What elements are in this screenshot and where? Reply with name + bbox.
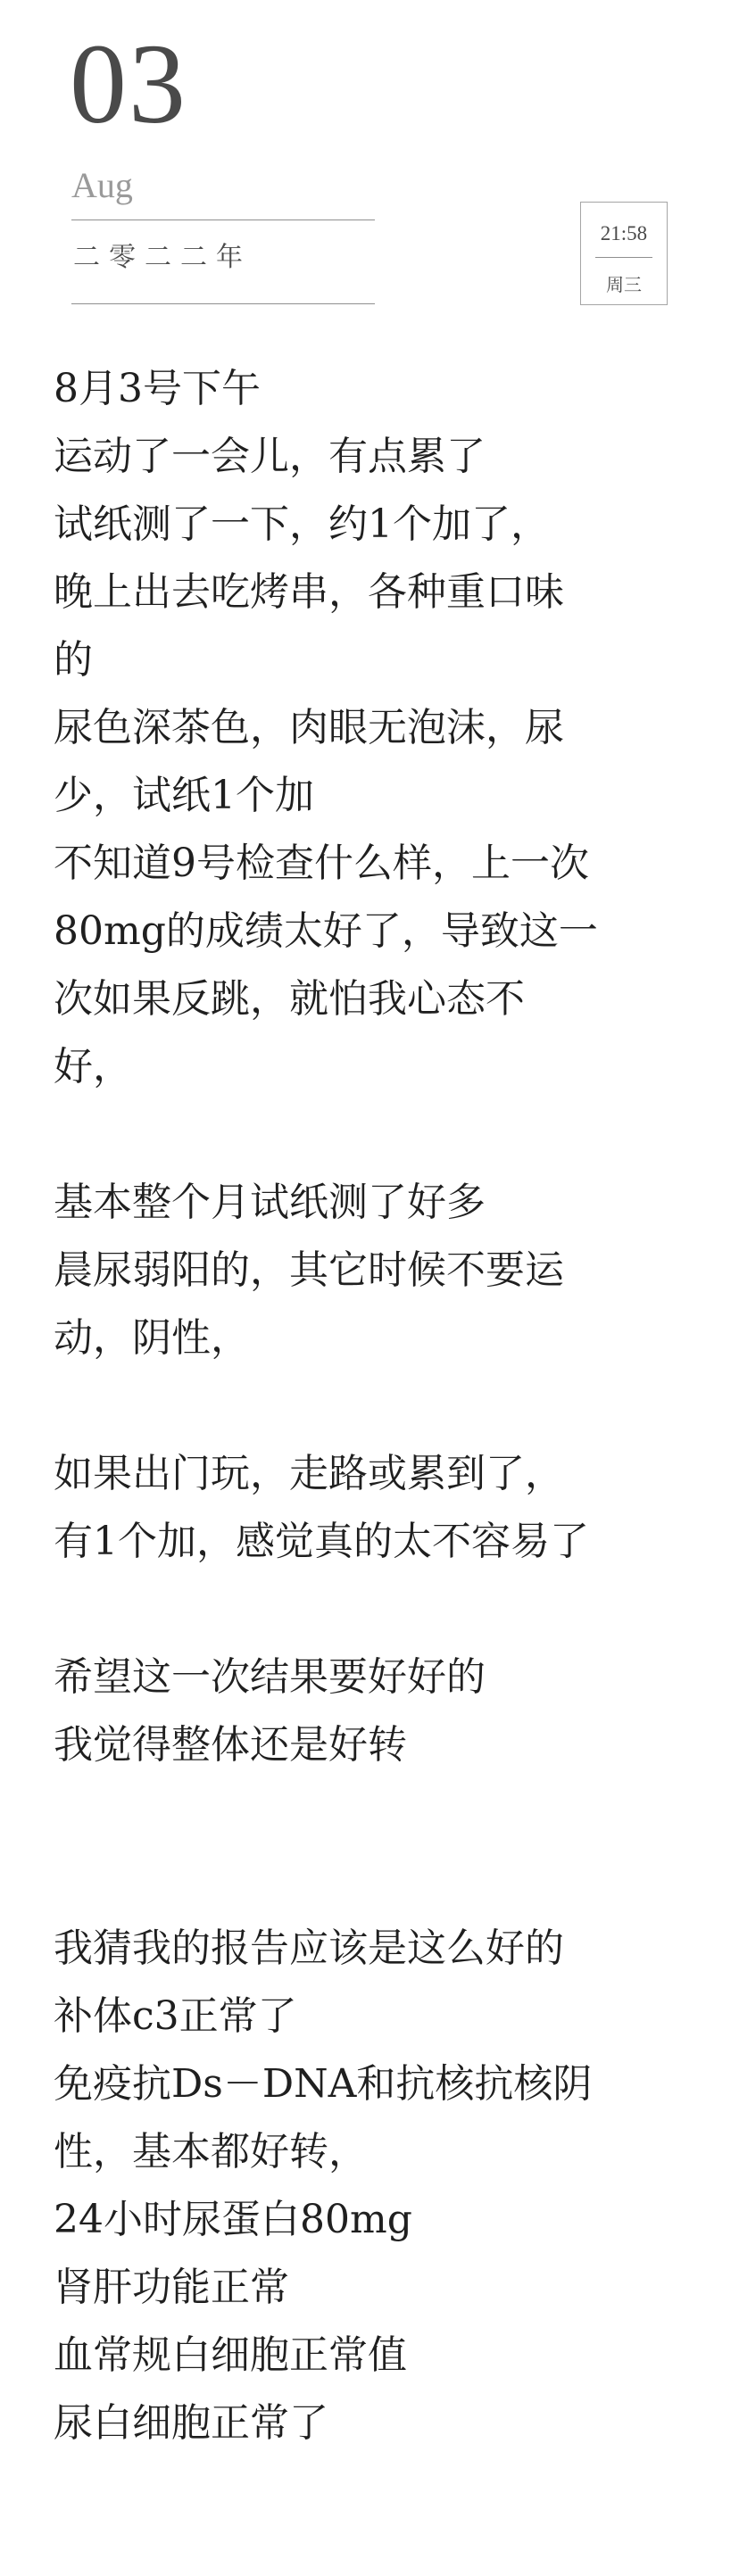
text-line: 晨尿弱阳的，其它时候不要运 xyxy=(54,1247,564,1293)
text-line: 免疫抗Ds－DNA和抗核抗核阴 xyxy=(54,2061,593,2107)
diary-text xyxy=(54,355,687,2457)
text-line: 希望这一次结果要好好的 xyxy=(54,1654,486,1700)
text-line: 8月3号下午 xyxy=(54,366,261,411)
text-line: 尿白细胞正常了 xyxy=(54,2400,328,2446)
divider xyxy=(71,303,375,304)
text-line: 少，试纸1个加 xyxy=(54,773,314,818)
text-line: 如果出门玩，走路或累到了， xyxy=(54,1451,564,1496)
text-line: 试纸测了一下，约1个加了， xyxy=(54,501,550,547)
text-line: 有1个加，感觉真的太不容易了 xyxy=(54,1519,589,1564)
divider xyxy=(595,257,652,258)
text-line xyxy=(54,1779,687,1847)
text-line: 补体c3正常了 xyxy=(54,1993,297,2039)
divider xyxy=(71,219,375,220)
text-line: 好， xyxy=(54,1044,132,1089)
time-box xyxy=(580,202,668,305)
text-line: 动，阴性， xyxy=(54,1315,250,1361)
text-line xyxy=(54,1847,687,1915)
text-line: 的 xyxy=(54,637,93,683)
time-label: 21:58 xyxy=(600,222,648,244)
text-line xyxy=(54,1576,687,1644)
weekday-label: 周三 xyxy=(606,274,642,295)
text-line: 80mg的成绩太好了，导致这一 xyxy=(54,908,598,954)
text-line: 尿色深茶色，肉眼无泡沫，尿 xyxy=(54,705,564,750)
text-line: 不知道9号检查什么样，上一次 xyxy=(54,841,589,886)
day-number: 03 xyxy=(70,21,187,147)
text-line: 性，基本都好转， xyxy=(54,2129,368,2174)
text-line: 我猜我的报告应该是这么好的 xyxy=(54,1926,564,1971)
year-label: 二零二二年 xyxy=(73,242,252,273)
text-line: 我觉得整体还是好转 xyxy=(54,1722,407,1768)
text-line: 晚上出去吃烤串，各种重口味 xyxy=(54,569,564,615)
text-line: 血常规白细胞正常值 xyxy=(54,2332,407,2378)
text-line: 次如果反跳，就怕我心态不 xyxy=(54,976,525,1022)
text-line: 运动了一会儿，有点累了 xyxy=(54,434,486,479)
text-line: 基本整个月试纸测了好多 xyxy=(54,1180,486,1225)
text-line: 24小时尿蛋白80mg xyxy=(54,2197,412,2242)
month-label: Aug xyxy=(71,165,133,205)
text-line xyxy=(54,1101,687,1169)
text-line xyxy=(54,1372,687,1440)
text-line: 肾肝功能正常 xyxy=(54,2265,289,2310)
